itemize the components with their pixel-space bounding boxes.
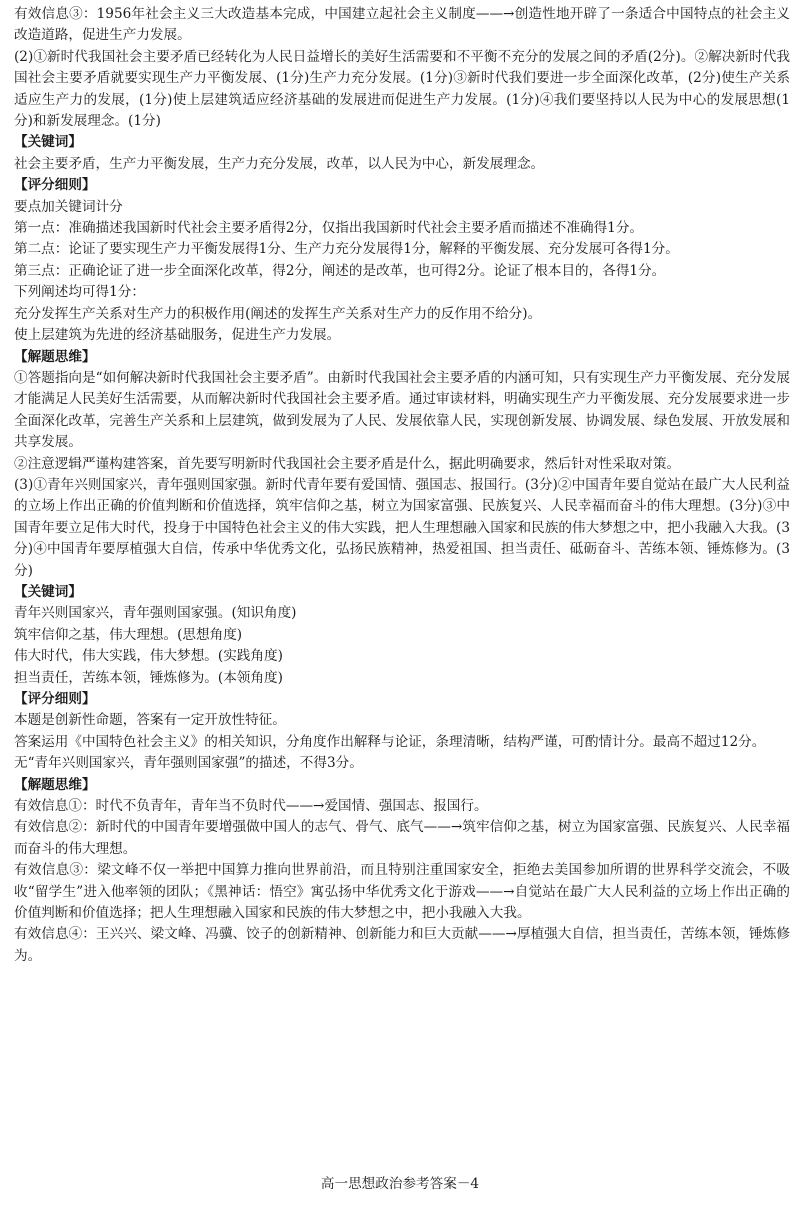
paragraph-answer-2: (2)①新时代我国社会主要矛盾已经转化为人民日益增长的美好生活需要和不平衡不充分的发展之间的矛盾(2分)。②解决新时代我国社会主要矛盾就要实现生产力平衡发展、(1分)生产力充分发展。(1分)③新时代我们要进一步全面深化改革，(2分)使生产关系适应生产力的发展，(1分)使上层建筑适应经济基础的发展进而促进生产力发展。(1分)④我们要坚持以人民为中心的发展思想(1分)和新发展理念。(1分) xyxy=(14,48,790,130)
page-footer: 高一思想政治参考答案－4 xyxy=(320,1176,480,1192)
paragraph-keyword-line-4: 担当责任，苦练本领，锤炼修为。(本领角度) xyxy=(14,669,283,686)
heading-thinking: 【解题思维】 xyxy=(14,348,96,365)
paragraph-keyword-line-2: 筑牢信仰之基，伟大理想。(思想角度) xyxy=(14,626,243,643)
paragraph-point-1: 第一点：准确描述我国新时代社会主要矛盾得2分，仅指出我国新时代社会主要矛盾而描述不准确得1分。 xyxy=(14,220,644,237)
paragraph-effective-info-1: 有效信息①：时代不负青年，青年当不负时代——→爱国情、强国志、报国行。 xyxy=(14,798,488,815)
paragraph-thinking-2: ②注意逻辑严谨构建答案，首先要写明新时代我国社会主要矛盾是什么，据此明确要求，然后针对性采取对策。 xyxy=(14,455,681,472)
paragraph-extra-1: 充分发挥生产关系对生产力的积极作用(阐述的发挥生产关系对生产力的反作用不给分)。 xyxy=(14,305,542,322)
paragraph-keywords: 社会主要矛盾，生产力平衡发展，生产力充分发展，改革，以人民为中心，新发展理念。 xyxy=(14,155,545,172)
heading-scoring-rules: 【评分细则】 xyxy=(14,177,96,194)
paragraph-info-3: 有效信息③：1956年社会主义三大改造基本完成，中国建立起社会主义制度——→创造性地开辟了一条适合中国特点的社会主义改造道路，促进生产力发展。 xyxy=(14,6,790,44)
paragraph-effective-info-3: 有效信息③：梁文峰不仅一举把中国算力推向世界前沿，而且特别注重国家安全，拒绝去美国参加所谓的世界科学交流会，不吸收“留学生”进入他率领的团队；《黑神话：悟空》寓弘扬中华优秀文化于游戏——→自觉站在最广大人民利益的立场上作出正确的价值判断和价值选择；把人生理想融入国家和民族的伟大梦想之中，把小我融入大我。 xyxy=(14,862,790,922)
heading-scoring-rules-2: 【评分细则】 xyxy=(14,691,96,707)
paragraph-keyword-line-1: 青年兴则国家兴，青年强则国家强。(知识角度) xyxy=(14,605,297,622)
document-body xyxy=(14,4,790,967)
paragraph-effective-info-2: 有效信息②：新时代的中国青年要增强做中国人的志气、骨气、底气——→筑牢信仰之基，树立为国家富强、民族复兴、人民幸福而奋斗的伟大理想。 xyxy=(14,819,790,857)
paragraph-scoring-intro: 要点加关键词计分 xyxy=(14,198,123,215)
paragraph-point-2: 第二点：论证了要实现生产力平衡发展得1分、生产力充分发展得1分，解释的平衡发展、充分发展可各得1分。 xyxy=(14,241,679,258)
paragraph-effective-info-4: 有效信息④：王兴兴、梁文峰、冯骥、饺子的创新精神、创新能力和巨大贡献——→厚植强大自信，担当责任，苦练本领，锤炼修为。 xyxy=(14,926,790,964)
heading-thinking-2: 【解题思维】 xyxy=(14,776,96,793)
paragraph-answer-3: (3)①青年兴则国家兴，青年强则国家强。新时代青年要有爱国情、强国志、报国行。(3分)②中国青年要自觉站在最广大人民利益的立场上作出正确的价值判断和价值选择，筑牢信仰之基，树立为国家富强、民族复兴、人民幸福而奋斗的伟大理想。(3分)③中国青年要立足伟大时代，投身于中国特色社会主义的伟大实践，把人生理想融入国家和民族的伟大梦想之中，把小我融入大我。(3分)④中国青年要厚植强大自信，传承中华优秀文化，弘扬民族精神，热爱祖国、担当责任、砥砺奋斗、苦练本领、锤炼修为。(3分) xyxy=(14,476,790,579)
paragraph-scoring-line-2: 答案运用《中国特色社会主义》的相关知识，分角度作出解释与论证，条理清晰，结构严谨，可酌情计分。最高不超过12分。 xyxy=(14,733,766,750)
heading-keywords-2: 【关键词】 xyxy=(14,583,82,600)
paragraph-extra-intro: 下列阐述均可得1分： xyxy=(14,284,145,301)
heading-keywords: 【关键词】 xyxy=(14,134,82,151)
paragraph-scoring-line-3: 无“青年兴则国家兴，青年强则国家强”的描述，不得3分。 xyxy=(14,755,363,772)
paragraph-point-3: 第三点：正确论证了进一步全面深化改革，得2分，阐述的是改革，也可得2分。论证了根本目的，各得1分。 xyxy=(14,262,666,279)
paragraph-thinking-1: ①答题指向是“如何解决新时代我国社会主要矛盾”。由新时代我国社会主要矛盾的内涵可知，只有实现生产力平衡发展、充分发展才能满足人民美好生活需要，从而解决新时代我国社会主要矛盾。通过审读材料，明确实现生产力平衡发展、充分发展要求进一步全面深化改革，完善生产关系和上层建筑，做到发展为了人民、发展依靠人民，实现创新发展、协调发展、绿色发展、开放发展和共享发展。 xyxy=(14,369,790,451)
paragraph-extra-2: 使上层建筑为先进的经济基础服务，促进生产力发展。 xyxy=(14,327,341,344)
paragraph-keyword-line-3: 伟大时代，伟大实践，伟大梦想。(实践角度) xyxy=(14,648,283,665)
paragraph-scoring-line-1: 本题是创新性命题，答案有一定开放性特征。 xyxy=(14,712,286,729)
